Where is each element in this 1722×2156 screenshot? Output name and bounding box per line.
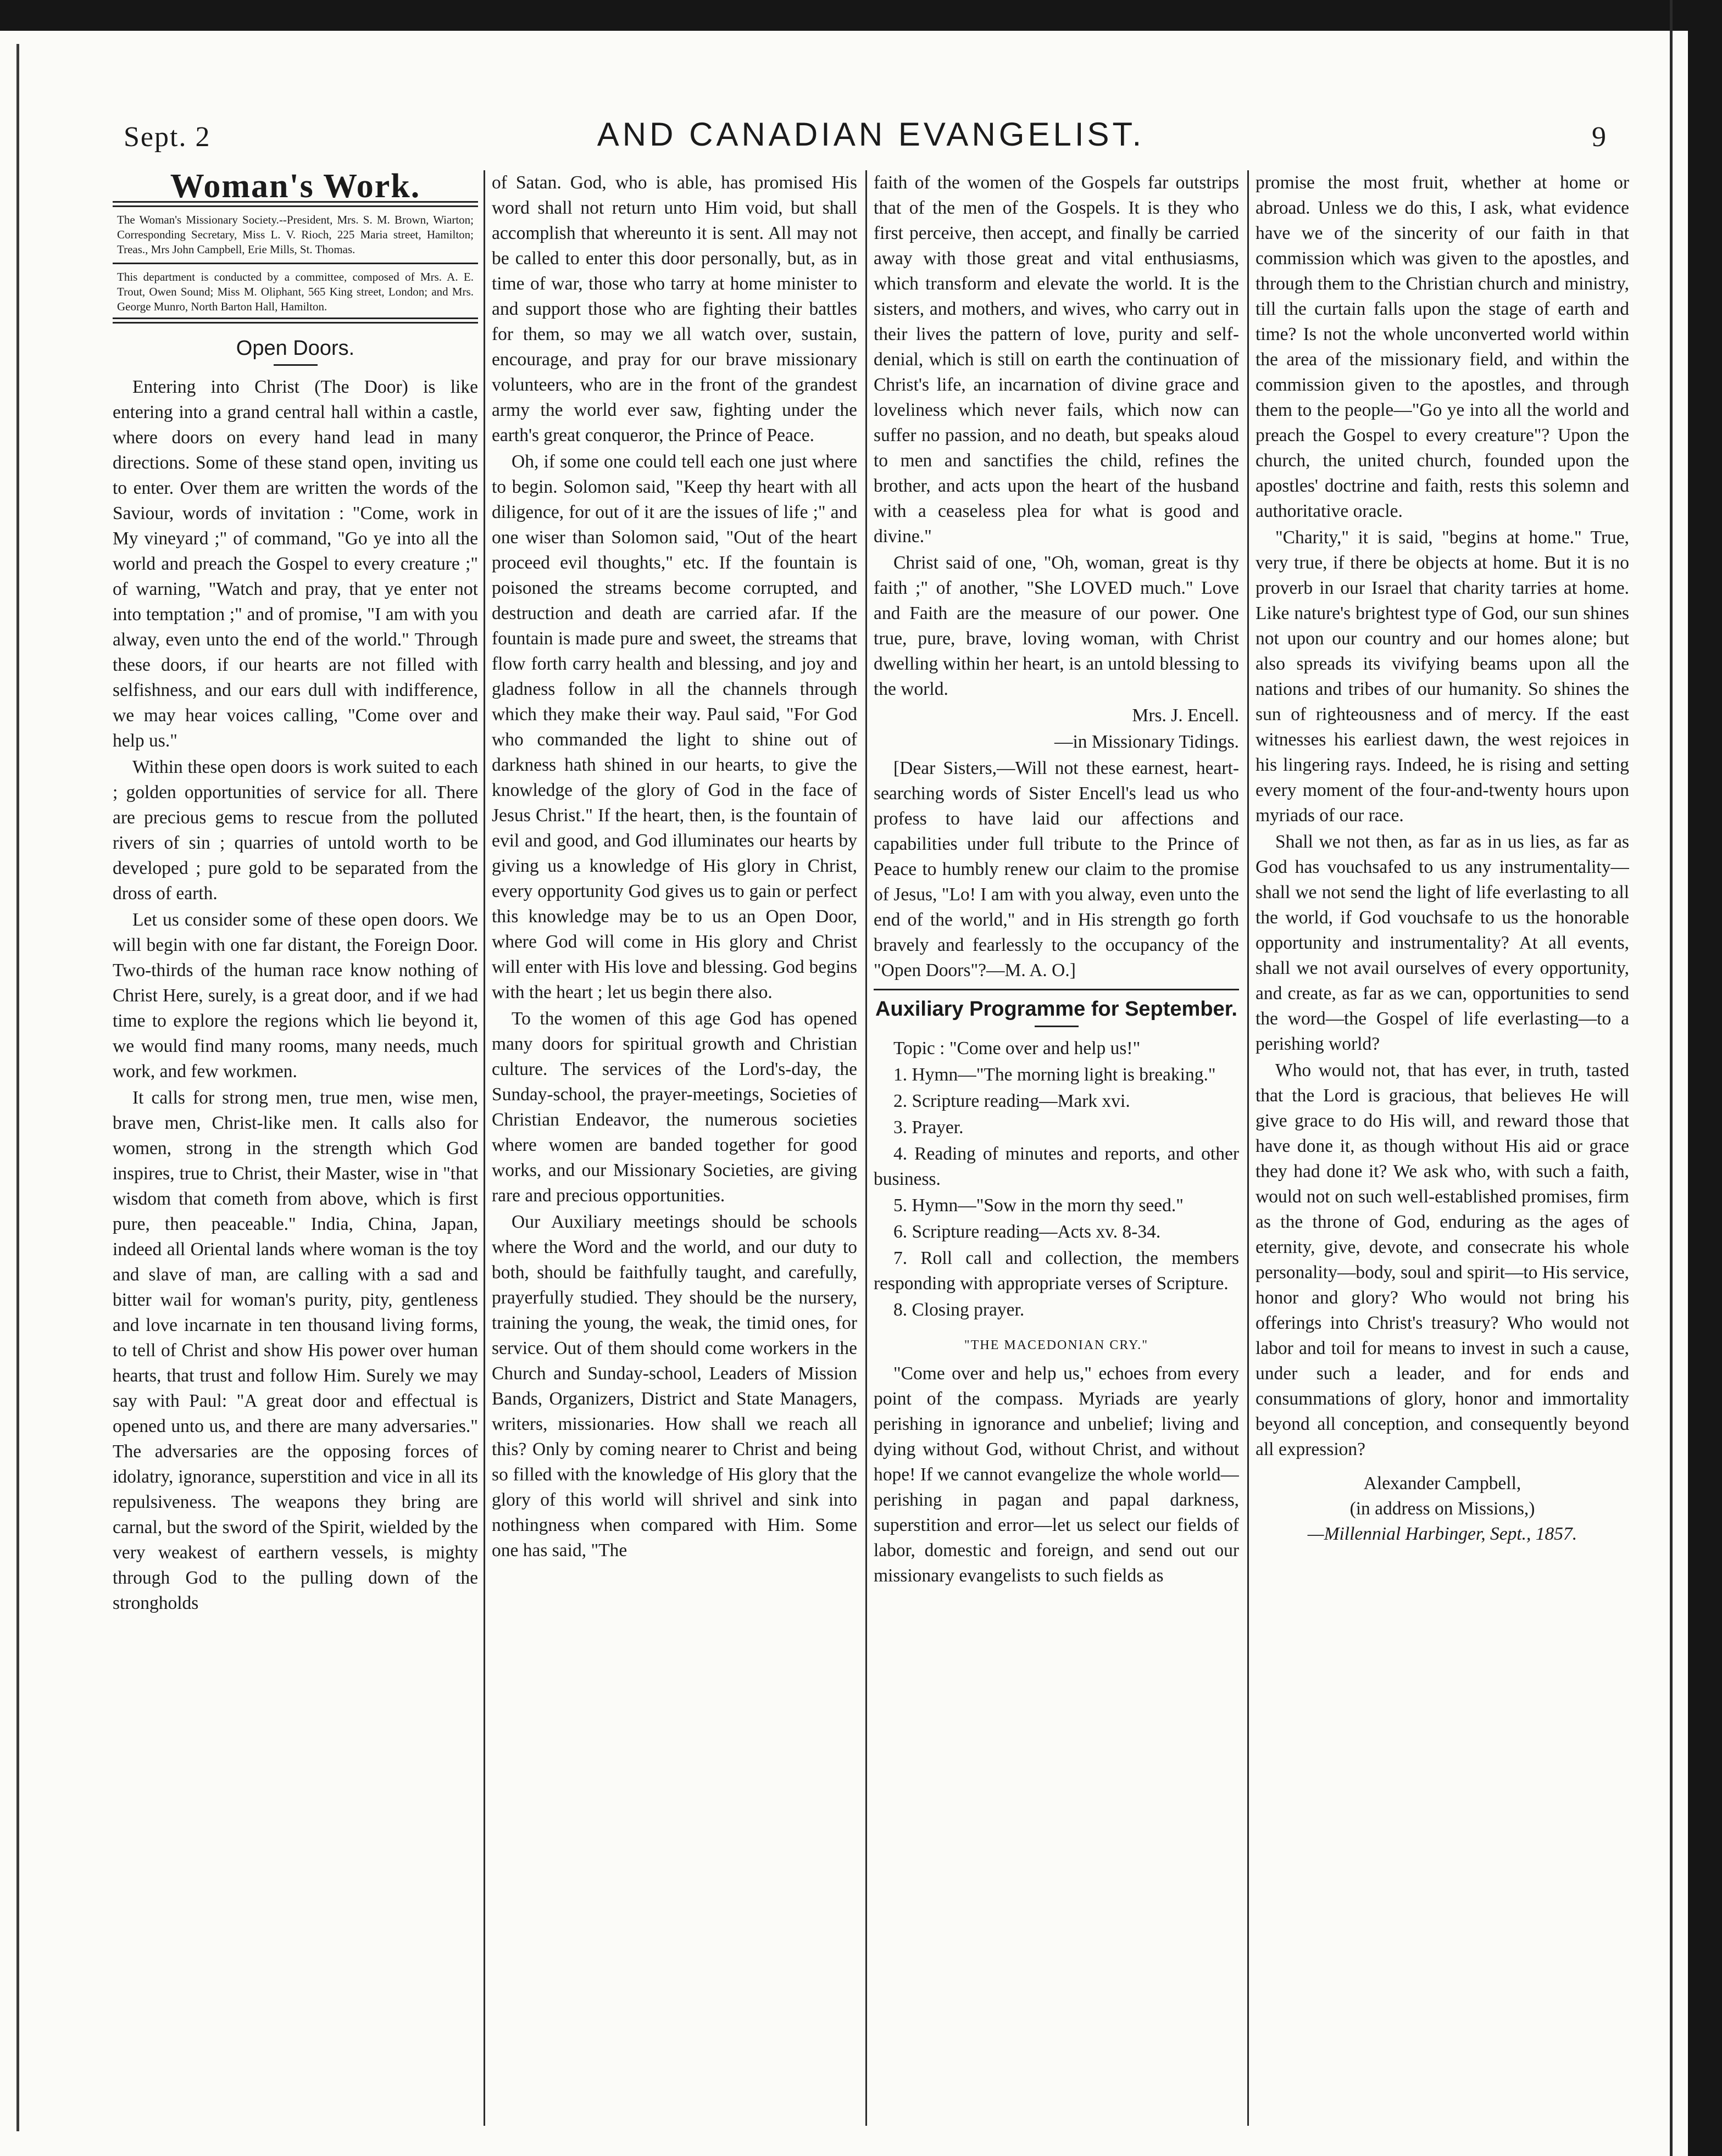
paragraph: "Come over and help us," echoes from every point of the compass. Myriads are yearly perishing in ignorance and unbelief; living and dying without God, without Christ, and without hope! If we cannot evangelize the whole world—perishing in pagan and papal darkness, superstition and error—let us select our fields of labor, domestic and foreign, and send out our missionary evangelists to such fields as <box>874 1363 1239 1586</box>
paragraph: of Satan. God, who is able, has promised His word shall not return unto Him void, but shall accomplish that whereunto it is sent. All may not be called to enter this door personally, but, as in time of war, those who tarry at home minister to and support those who are fighting their battles for them, so may we all watch over, sustain, encourage, and pray for our brave missionary volunteers, who are in the front of the grandest army the world ever saw, fighting under the earth's great conqueror, the Prince of Peace. <box>492 172 857 445</box>
divider <box>874 989 1239 990</box>
issue-date: Sept. 2 <box>124 121 211 153</box>
column-divider <box>1247 170 1249 2126</box>
page-columns <box>113 170 1629 2126</box>
paragraph: Shall we not then, as far as in us lies, as far as God has vouchsafed to us any instrumentality—shall we not send the light of life everlasting to all the world, if God vouchsafe to us the honorable opportunity and instrumentality? At all events, shall we not avail ourselves of every opportunity, and create, as far as we can, opportunities to send the word—the Gospel of life everlasting—to a perishing world? <box>1256 832 1629 1054</box>
column-divider <box>484 170 485 2126</box>
left-edge-line <box>16 44 19 2131</box>
section-title: Woman's Work. <box>170 170 421 205</box>
signature-source: —Millennial Harbinger, Sept., 1857. <box>1307 1524 1577 1544</box>
right-edge-line <box>1670 0 1673 2156</box>
programme-topic: Topic : "Come over and help us!" <box>893 1038 1141 1058</box>
short-rule <box>274 364 318 366</box>
paragraph: Christ said of one, "Oh, woman, great is thy faith ;" of another, "She LOVED much." Love and Faith are the measure of our power. One true, pure, brave, loving woman, with Christ dwelling within her heart, is an untold blessing to the world. <box>874 553 1239 699</box>
paragraph: Who would not, that has ever, in truth, tasted that the Lord is gracious, that believes He will give grace to do His will, and reward those that have done it, as though without His aid or grace they had done it? We ask who, with such a faith, would not on such well-established promises, firm as the throne of God, enduring as the ages of eternity, give, devote, and consecrate his whole personality—body, soul and spirit—to His service, honor and glory? Who would not bring his offerings into Christ's treasury? Who would not labor and toil for means to invest in such a cause, under such a leader, and for ends and consummations of glory, honor and immortality beyond all conception, and consequently beyond all expression? <box>1256 1060 1629 1459</box>
programme-item: 3. Prayer. <box>893 1117 964 1138</box>
society-notice: The Woman's Missionary Society.--President, Mrs. S. M. Brown, Wiarton; Corresponding Secretary, Miss L. V. Rioch, 225 Maria street, Hamilton; Treas., Mrs John Campbell, Erie Mills, St. Thomas. <box>117 213 474 256</box>
programme-item: 2. Scripture reading—Mark xvi. <box>893 1091 1130 1111</box>
programme-item: 1. Hymn—"The morning light is breaking." <box>893 1065 1216 1085</box>
double-rule <box>113 317 478 324</box>
article-title: Open Doors. <box>236 337 355 360</box>
programme-item: 6. Scripture reading—Acts xv. 8-34. <box>893 1222 1161 1242</box>
column-4 <box>1256 170 1629 2126</box>
macedonian-cry-title: "THE MACEDONIAN CRY." <box>964 1338 1149 1352</box>
paragraph: promise the most fruit, whether at home or abroad. Unless we do this, I ask, what evidence have we of the sincerity of our faith in that commission which was given to the apostles, and through them to the Christian church and ministry, till the curtain falls upon the stage of earth and time? Is not the whole unconverted world within the area of the missionary field, and within the commission given to the apostles, and through them to the people—"Go ye into all the world and preach the Gospel to every creature"? Upon the church, the united church, founded upon the apostles' doctrine and faith, rests this solemn and authoritative oracle. <box>1256 172 1629 521</box>
programme-item: 8. Closing prayer. <box>893 1300 1025 1320</box>
column-1 <box>113 170 478 2126</box>
column-2 <box>492 170 857 2126</box>
paragraph: Within these open doors is work suited to each ; golden opportunities of service for all. There are precious gems to rescue from the polluted rivers of sin ; quarries of untold worth to be developed ; pure gold to be separated from the dross of earth. <box>113 757 478 904</box>
article-source: —in Missionary Tidings. <box>1054 732 1239 752</box>
paragraph: To the women of this age God has opened many doors for spiritual growth and Christian culture. The services of the Lord's-day, the Sunday-school, the prayer-meetings, Societies of Christian Endeavor, the numerous societies where women are banded together for good works, and our Missionary Societies, are giving rare and precious opportunities. <box>492 1009 857 1206</box>
article-author: Mrs. J. Encell. <box>1132 705 1239 726</box>
programme-item: 7. Roll call and collection, the members responding with appropriate verses of Scripture. <box>874 1248 1239 1294</box>
short-rule <box>1035 1026 1079 1027</box>
programme-title: Auxiliary Programme for September. <box>875 998 1237 1021</box>
paragraph: Our Auxiliary meetings should be schools where the Word and the world, and our duty to both, should be faithfully taught, and carefully, prayerfully studied. They should be the nursery, training the young, the weak, the timid ones, for service. Out of them should come workers in the Church and Sunday-school, Leaders of Mission Bands, Organizers, District and State Managers, writers, missionaries. How shall we reach all this? Only by coming nearer to Christ and being so filled with the knowledge of His glory that the glory of this world will shrivel and sink into nothingness when compared with Him. Some one has said, "The <box>492 1212 857 1561</box>
paragraph: Let us consider some of these open doors. We will begin with one far distant, the Foreign Door. Two-thirds of the human race know nothing of Christ Here, surely, is a great door, and if we had time to explore the regions which lie beyond it, we would find many rooms, many needs, much work, and few workmen. <box>113 910 478 1082</box>
signature-note: (in address on Missions,) <box>1349 1498 1535 1519</box>
column-divider <box>865 170 867 2126</box>
top-border-bar <box>0 0 1722 31</box>
paragraph: It calls for strong men, true men, wise men, brave men, Christ-like men. It calls also for women, strong in the strength which God inspires, true to Christ, their Master, wise in "that wisdom that cometh from above, which is first pure, then peaceable." India, China, Japan, indeed all Oriental lands where woman is the toy and slave of man, are calling with a sad and bitter wail for woman's purity, pity, gentleness and love incarnate in ten thousand living forms, to tell of Christ and show His power over human hearts, that trust and follow Him. Surely we may say with Paul: "A great door and effectual is opened unto us, and there are many adversaries." The adversaries are the opposing forces of idolatry, ignorance, superstition and vice in all its repulsiveness. The weapons they bring are carnal, but the sword of the Spirit, wielded by the very weakest of earthern vessels, is mighty through God to the pulling down of the strongholds <box>113 1088 478 1613</box>
programme-item: 4. Reading of minutes and reports, and other business. <box>874 1144 1239 1189</box>
paragraph: Oh, if some one could tell each one just where to begin. Solomon said, "Keep thy heart with all diligence, for out of it are the issues of life ;" and one wiser than Solomon said, "Out of the heart proceed evil thoughts," etc. If the fountain is poisoned the streams become corrupted, and destruction and death are carried afar. If the fountain is made pure and sweet, the streams that flow forth carry health and blessing, and joy and gladness follow in all the channels through which they make their way. Paul said, "For God who commanded the light to shine out of darkness hath shined in our hearts, to give the knowledge of the glory of God in the face of Jesus Christ." If the heart, then, is the fountain of evil and good, and God illuminates our hearts by giving us a knowledge of His glory in Christ, every opportunity God gives us to gain or perfect this knowledge may be to us an Open Door, where God will come in His glory and Christ will enter with His love and blessing. God begins with the heart ; let us begin there also. <box>492 452 857 1002</box>
right-border-bar <box>1688 0 1722 2156</box>
committee-notice: This department is conducted by a committee, composed of Mrs. A. E. Trout, Owen Sound; Miss M. Oliphant, 565 King street, London; and Mrs. George Munro, North Barton Hall, Hamilton. <box>117 270 474 313</box>
paragraph: Entering into Christ (The Door) is like entering into a grand central hall within a castle, where doors on every hand lead in many directions. Some of these stand open, inviting us to enter. Over them are written the words of the Saviour, words of invitation : "Come, work in My vineyard ;" of command, "Go ye into all the world and preach the Gospel to every creature ;" of warning, "Watch and pray, that ye enter not into temptation ;" and of promise, "I am with you alway, even unto the end of the world." Through these doors, if our hearts are not filled with selfishness, and our ears dull with indifference, we may hear voices calling, "Come over and help us." <box>113 377 478 751</box>
paragraph: "Charity," it is said, "begins at home." True, very true, if there be objects at home. But it is no proverb in our Israel that charity tarries at home. Like nature's brightest type of God, our sun shines not upon our country and our homes alone; but also spreads its vivifying beams upon all the nations and tribes of our humanity. So shines the sun of righteousness and of mercy. If the east witnesses his earliest dawn, the west rejoices in his lingering rays. Indeed, he is rising and setting every moment of the four-and-twenty hours upon myriads of our race. <box>1256 527 1629 826</box>
divider <box>113 263 478 264</box>
column-3 <box>874 170 1239 2126</box>
programme-item: 5. Hymn—"Sow in the morn thy seed." <box>893 1195 1184 1216</box>
editor-note: [Dear Sisters,—Will not these earnest, heart-searching words of Sister Encell's lead us who profess to have laid our affections and capabilities under full tribute to the Prince of Peace to humbly renew our claim to the promise of Jesus, "Lo! I am with you alway, even unto the end of the world," and in His strength go forth bravely and fearlessly to the occupancy of the "Open Doors"?—M. A. O.] <box>874 758 1239 980</box>
paragraph: faith of the women of the Gospels far outstrips that of the men of the Gospels. It is they who first perceive, then accept, and finally be carried away with those great and vital enthusiasms, which transform and elevate the world. It is the sisters, and mothers, and wives, who carry out in their lives the pattern of love, purity and self-denial, which is still on earth the continuation of Christ's life, an incarnation of divine grace and loveliness which never fails, which now can suffer no passion, and no death, but speaks aloud to men and sanctifies the child, refines the brother, and acts upon the heart of the husband with a ceaseless plea for what is good and divine." <box>874 172 1239 547</box>
page-number: 9 <box>1592 121 1607 153</box>
publication-title: AND CANADIAN EVANGELIST. <box>597 116 1145 153</box>
page-header <box>113 110 1629 159</box>
signature-name: Alexander Campbell, <box>1363 1473 1521 1494</box>
